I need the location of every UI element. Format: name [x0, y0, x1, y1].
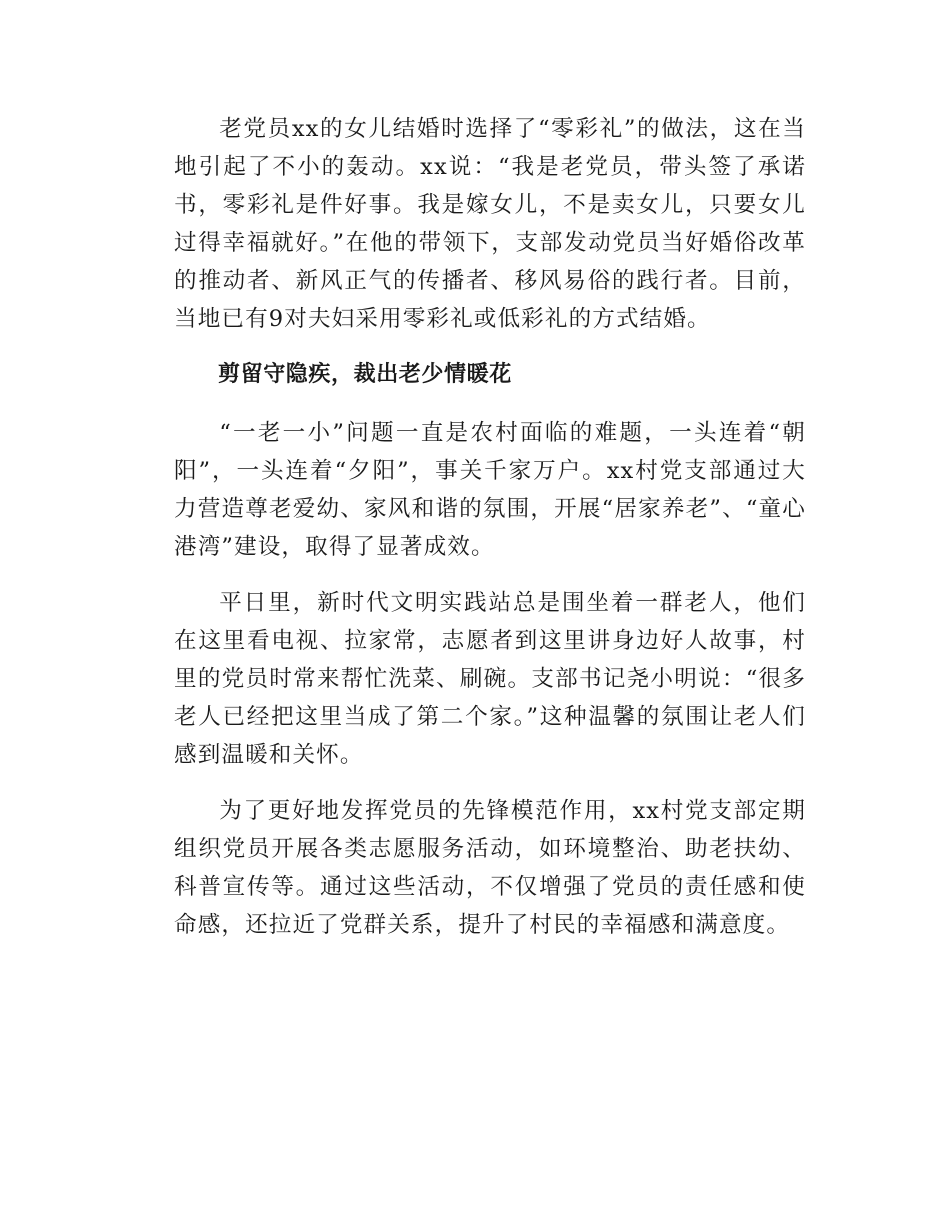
section-heading: 剪留守隐疾，裁出老少情暖花	[218, 362, 512, 387]
paragraph-civilization-station: 平日里，新时代文明实践站总是围坐着一群老人，他们在这里看电视、拉家常，志愿者到这里讲身边好人故事，村里的党员时常来帮忙洗菜、刷碗。支部书记尧小明说：“很多老人已经把这里当成了第二个家。”这种温馨的氛围让老人们感到温暖和关怀。	[174, 590, 806, 768]
paragraph-volunteer-activities: 为了更好地发挥党员的先锋模范作用，xx村党支部定期组织党员开展各类志愿服务活动，如环境整治、助老扶幼、科普宣传等。通过这些活动，不仅增强了党员的责任感和使命感，还拉近了党群关系，提升了村民的幸福感和满意度。	[174, 798, 806, 938]
paragraph-zero-bride-price: 老党员xx的女儿结婚时选择了“零彩礼”的做法，这在当地引起了不小的轰动。xx说：“我是老党员，带头签了承诺书，零彩礼是件好事。我是嫁女儿，不是卖女儿，只要女儿过得幸福就好。”在他的带领下，支部发动党员当好婚俗改革的推动者、新风正气的传播者、移风易俗的践行者。目前，当地已有9对夫妇采用零彩礼或低彩礼的方式结婚。	[174, 116, 806, 332]
document-body	[174, 110, 806, 962]
paragraph-old-and-young: “一老一小”问题一直是农村面临的难题，一头连着“朝阳”，一头连着“夕阳”，事关千家万户。xx村党支部通过大力营造尊老爱幼、家风和谐的氛围，开展“居家养老”、“童心港湾”建设，取得了显著成效。	[174, 420, 806, 560]
